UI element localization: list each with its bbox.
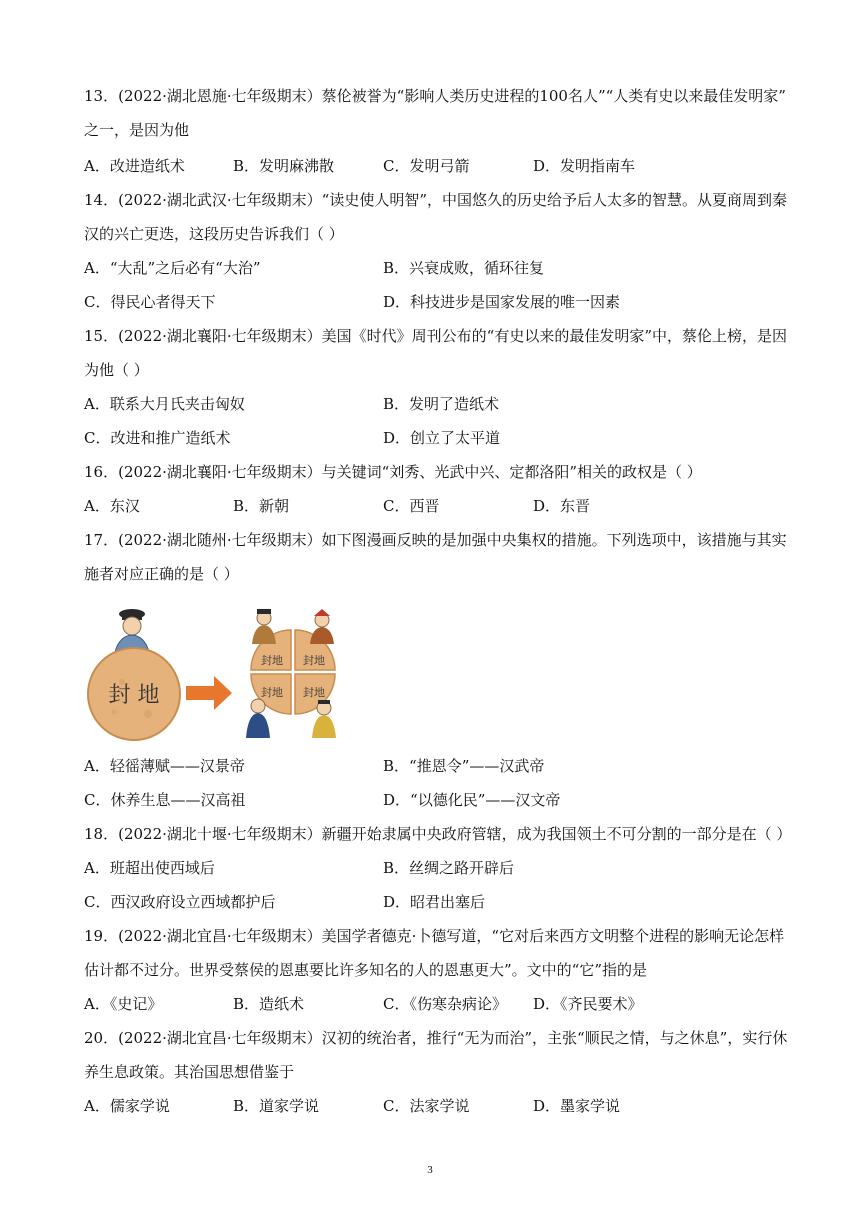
q19-option-d: D．《齐民要术》 (533, 995, 643, 1013)
q20-stem-line1: 20．(2022·湖北宜昌·七年级期末）汉初的统治者，推行“无为而治”，主张“顺民之情，与之休息”，实行休 (84, 1029, 788, 1047)
q13-option-c: C．发明弓箭 (383, 157, 470, 175)
q17-option-b: B．“推恩令”——汉武帝 (383, 757, 545, 775)
q20-option-d: D．墨家学说 (533, 1097, 621, 1115)
q16-option-c: C．西晋 (383, 497, 440, 515)
q18-option-c: C．西汉政府设立西域都护后 (84, 893, 276, 911)
q18-stem-line1: 18．(2022·湖北十堰·七年级期末）新疆开始隶属中央政府管辖，成为我国领土不可分割的一部分是在（ ） (84, 825, 792, 843)
q15-option-b: B．发明了造纸术 (383, 395, 500, 413)
q19-option-c: C．《伤寒杂病论》 (383, 995, 507, 1013)
q16-option-a: A．东汉 (84, 497, 140, 515)
noble-figure-top-right (310, 609, 334, 644)
page-number: 3 (427, 1164, 433, 1176)
q14-option-c: C．得民心者得天下 (84, 293, 216, 311)
q20-option-a: A．儒家学说 (84, 1097, 170, 1115)
fiefdom-cartoon (84, 604, 356, 742)
q19-option-b: B．造纸术 (233, 995, 305, 1013)
q18-option-a: A．班超出使西域后 (84, 859, 215, 877)
q15-option-c: C．改进和推广造纸术 (84, 429, 231, 447)
q17-option-a: A．轻徭薄赋——汉景帝 (84, 757, 245, 775)
q19-stem-line2: 估计都不过分。世界受蔡侯的恩惠要比许多知名的人的恩惠更大”。文中的“它”指的是 (84, 961, 648, 979)
q19-option-a: A．《史记》 (84, 995, 163, 1013)
q13-option-a: A．改进造纸术 (84, 157, 185, 175)
q19-stem-line1: 19．(2022·湖北宜昌·七年级期末）美国学者德克·卜德写道，“它对后来西方文明整个进程的影响无论怎样 (84, 927, 785, 945)
q20-option-b: B．道家学说 (233, 1097, 320, 1115)
q15-option-a: A．联系大月氏夹击匈奴 (84, 395, 245, 413)
q14-stem-line2: 汉的兴亡更迭，这段历史告诉我们（ ） (84, 225, 344, 243)
q17-stem-line1: 17．(2022·湖北随州·七年级期末）如下图漫画反映的是加强中央集权的措施。下列选项中，该措施与其实 (84, 531, 787, 549)
fief-quadrant-label-2: 封地 (303, 654, 325, 667)
q16-option-d: D．东晋 (533, 497, 591, 515)
q13-option-b: B．发明麻沸散 (233, 157, 335, 175)
fief-quadrant-label-3: 封地 (261, 686, 283, 699)
q14-option-b: B．兴衰成败，循环往复 (383, 259, 545, 277)
q18-option-d: D．昭君出塞后 (383, 893, 486, 911)
q15-stem-line1: 15．(2022·湖北襄阳·七年级期末）美国《时代》周刊公布的“有史以来的最佳发明家”中，蔡伦上榜，是因 (84, 327, 787, 345)
q13-option-d: D．发明指南车 (533, 157, 636, 175)
fief-label-large: 封 地 (108, 683, 160, 708)
q17-option-d: D．“以德化民”——汉文帝 (383, 791, 561, 809)
fief-quadrant-label-4: 封地 (303, 686, 325, 699)
q16-stem-line1: 16．(2022·湖北襄阳·七年级期末）与关键词“刘秀、光武中兴、定都洛阳”相关的政权是（ ） (84, 463, 702, 481)
q15-stem-line2: 为他（ ） (84, 361, 149, 379)
q17-option-c: C．休养生息——汉高祖 (84, 791, 246, 809)
q20-option-c: C．法家学说 (383, 1097, 470, 1115)
q13-stem-line2: 之一，是因为他 (84, 121, 190, 139)
arrow-right-icon (186, 676, 232, 710)
q16-option-b: B．新朝 (233, 497, 290, 515)
noble-figure-top-left (252, 609, 276, 644)
q20-stem-line2: 养生息政策。其治国思想借鉴于 (84, 1063, 295, 1081)
q13-stem-line1: 13．(2022·湖北恩施·七年级期末）蔡伦被誉为“影响人类历史进程的100名人”“人类有史以来最佳发明家” (84, 87, 786, 105)
q18-option-b: B．丝绸之路开辟后 (383, 859, 515, 877)
fiefdom-cartoon-svg (84, 604, 356, 742)
q14-option-a: A．“大乱”之后必有“大治” (84, 259, 261, 277)
q17-stem-line2: 施者对应正确的是（ ） (84, 565, 239, 583)
fief-quadrant-label-1: 封地 (261, 654, 283, 667)
q14-option-d: D．科技进步是国家发展的唯一因素 (383, 293, 621, 311)
q15-option-d: D．创立了太平道 (383, 429, 501, 447)
q14-stem-line1: 14．(2022·湖北武汉·七年级期末）“读史使人明智”，中国悠久的历史给予后人太多的智慧。从夏商周到秦 (84, 191, 787, 209)
